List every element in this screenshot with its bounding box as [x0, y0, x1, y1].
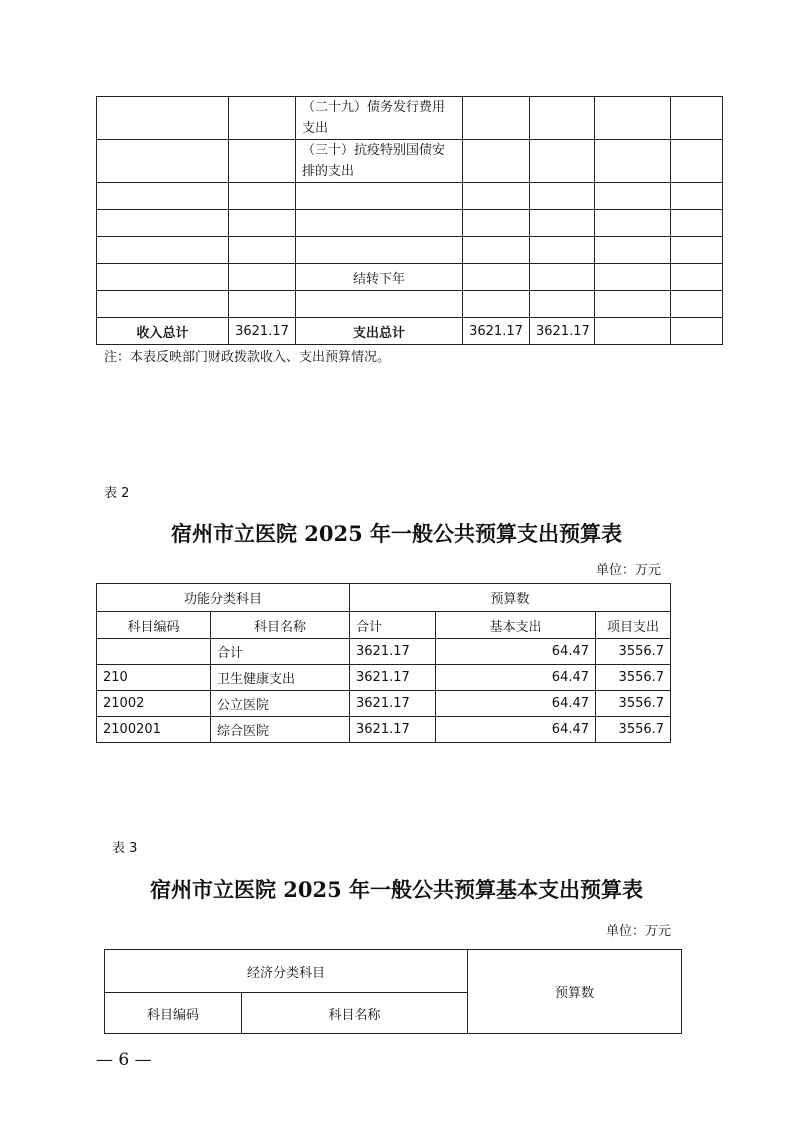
page-title: 宿州市立医院 2025 年一般公共预算支出预算表 [170, 521, 623, 546]
table-label: 表 2 [104, 486, 130, 501]
expense-item-29: （二十九）债务发行费用支出 [296, 97, 463, 140]
col-project-header: 项目支出 [596, 612, 671, 639]
income-total-value: 3621.17 [229, 318, 296, 345]
basic-expenditure-budget-table [104, 949, 682, 1034]
page-number: — 6 — [96, 1050, 152, 1070]
expenditure-budget-table [96, 583, 671, 743]
table-header-row [97, 584, 671, 612]
col-code-header: 科目编码 [97, 612, 211, 639]
table-header-row [105, 950, 682, 993]
unit-label: 单位：万元 [596, 563, 662, 578]
table-row: 合计 3621.17 64.47 3556.7 [97, 639, 671, 665]
table-header-row [97, 612, 671, 639]
budget-header: 预算数 [468, 950, 682, 1034]
table-row [97, 183, 723, 210]
expense-total-label: 支出总计 [296, 318, 463, 345]
page-title: 宿州市立医院 2025 年一般公共预算基本支出预算表 [149, 877, 644, 902]
table-row [97, 140, 723, 183]
col-total-header: 合计 [350, 612, 436, 639]
table-row [97, 291, 723, 318]
expense-item-30: （三十）抗疫特别国债安排的支出 [296, 140, 463, 183]
col-basic-header: 基本支出 [436, 612, 596, 639]
table-row: 21002 公立医院 3621.17 64.47 3556.7 [97, 691, 671, 717]
table-label: 表 3 [112, 841, 138, 856]
table-row [97, 237, 723, 264]
table-row [97, 97, 723, 140]
col-name-header: 科目名称 [242, 993, 468, 1034]
expense-total-value: 3621.17 [463, 318, 530, 345]
carry-forward-label: 结转下年 [296, 264, 463, 291]
table-row [97, 210, 723, 237]
income-expense-table [96, 96, 723, 345]
income-total-label: 收入总计 [97, 318, 229, 345]
total-row [97, 318, 723, 345]
unit-label: 单位：万元 [606, 924, 672, 939]
budget-header: 预算数 [350, 584, 671, 612]
table-note: 注：本表反映部门财政拨款收入、支出预算情况。 [104, 350, 391, 365]
col-code-header: 科目编码 [105, 993, 242, 1034]
table-row [97, 264, 723, 291]
table-row: 210 卫生健康支出 3621.17 64.47 3556.7 [97, 665, 671, 691]
col-name-header: 科目名称 [211, 612, 350, 639]
econ-class-header: 经济分类科目 [105, 950, 468, 993]
function-class-header: 功能分类科目 [97, 584, 350, 612]
expense-total-value-2: 3621.17 [530, 318, 595, 345]
table-row: 2100201 综合医院 3621.17 64.47 3556.7 [97, 717, 671, 743]
